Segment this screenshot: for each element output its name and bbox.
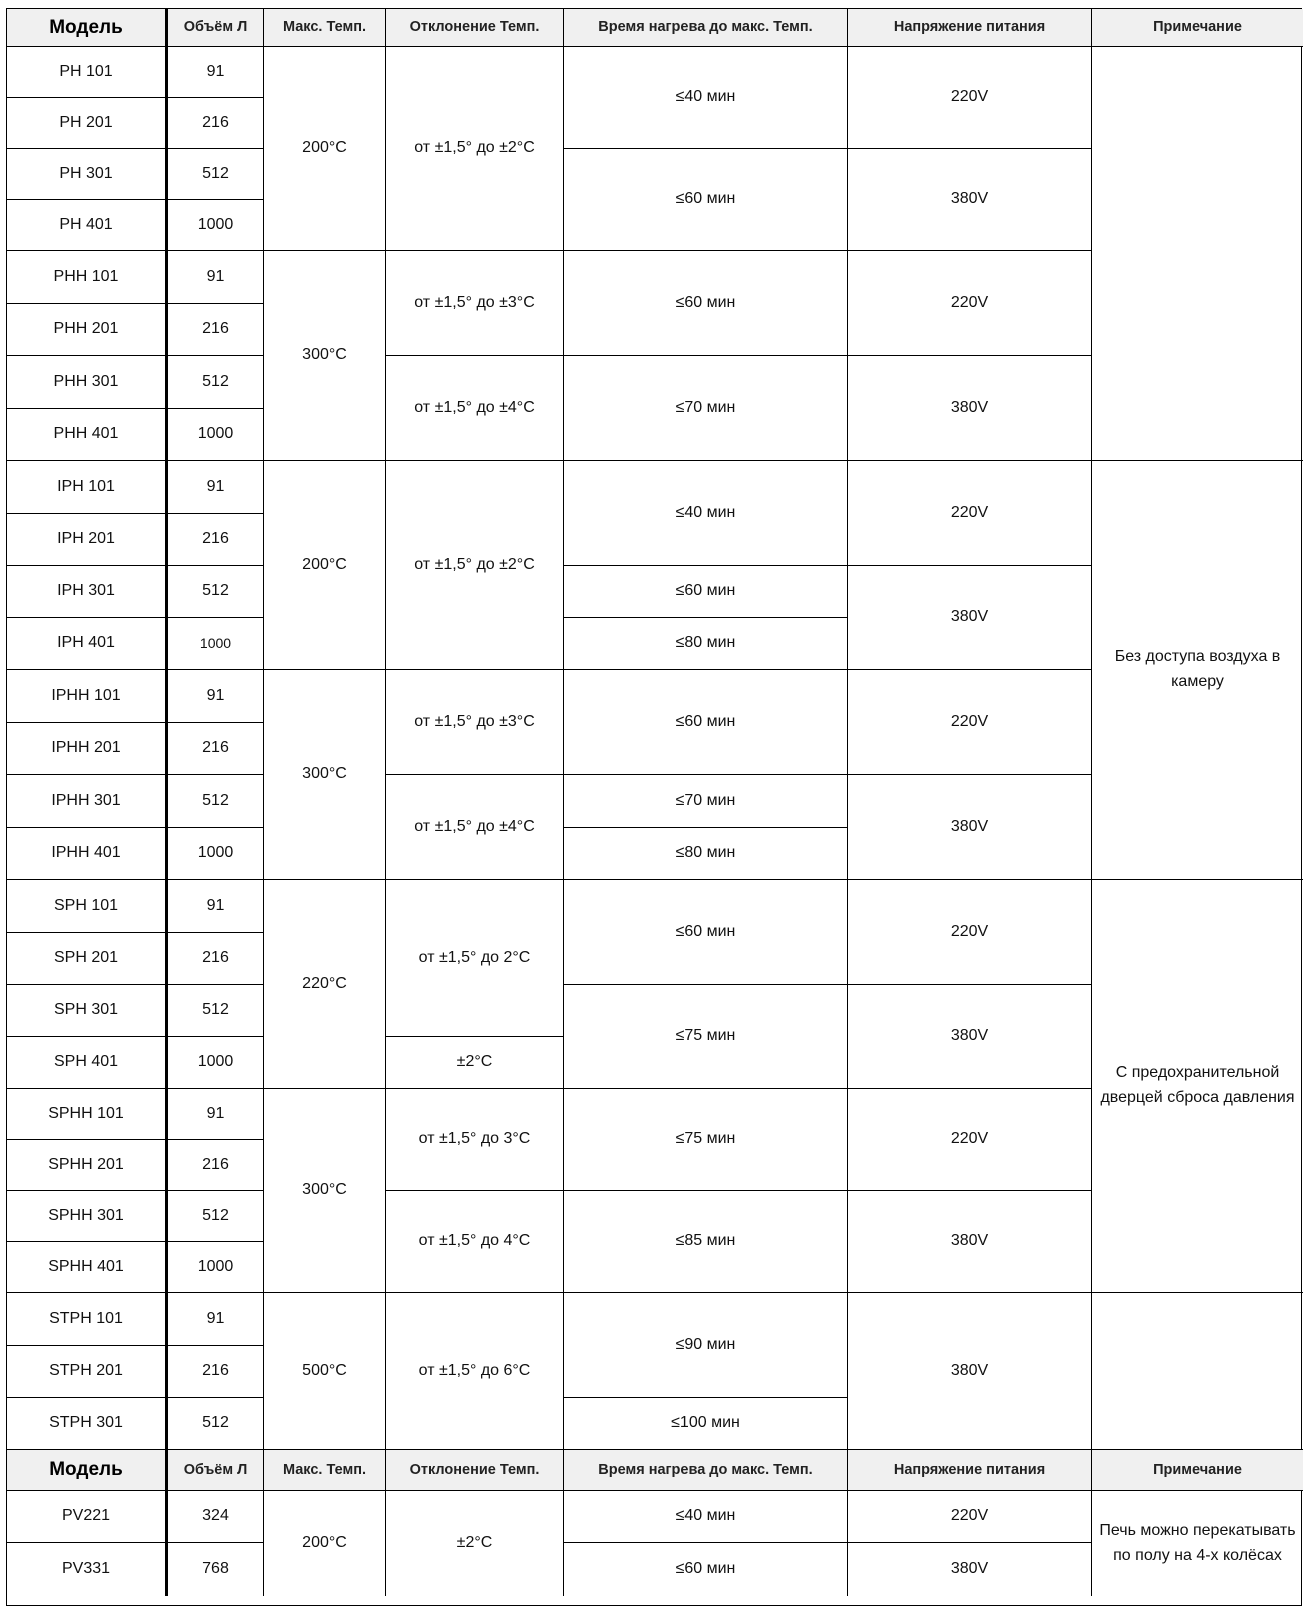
deviation-cell: от ±1,5° до 6°C (386, 1293, 564, 1450)
volume-cell: 91 (168, 1089, 264, 1140)
voltage-cell: 220V (848, 461, 1092, 566)
heat-time-cell: ≤60 мин (564, 880, 848, 985)
header-heat-time: Время нагрева до макс. Темп. (564, 9, 848, 47)
model-cell: PH 301 (7, 149, 168, 200)
heat-time-cell: ≤75 мин (564, 1089, 848, 1191)
max-temp-cell: 300°C (264, 670, 386, 880)
voltage-cell: 380V (848, 566, 1092, 670)
heat-time-cell: ≤60 мин (564, 1543, 848, 1596)
note-cell: Печь можно перекатывать по полу на 4-х колёсах (1099, 1521, 1296, 1564)
note-cell (1092, 1293, 1303, 1450)
model-cell: STPH 301 (7, 1398, 168, 1450)
volume-cell: 91 (168, 1293, 264, 1346)
model-cell: SPHH 201 (7, 1140, 168, 1191)
heat-time-cell: ≤70 мин (564, 775, 848, 828)
model-cell: PH 401 (7, 200, 168, 251)
header-voltage-2: Напряжение питания (848, 1450, 1092, 1491)
heat-time-cell: ≤60 мин (564, 251, 848, 356)
max-temp-cell: 300°C (264, 1089, 386, 1293)
header-volume: Объём Л (168, 9, 264, 47)
heat-time-cell: ≤60 мин (564, 670, 848, 775)
volume-cell: 1000 (168, 1037, 264, 1089)
model-cell: PHH 201 (7, 304, 168, 356)
deviation-cell: от ±1,5° до 3°C (386, 1089, 564, 1191)
model-cell: IPHH 401 (7, 828, 168, 880)
voltage-cell: 380V (848, 149, 1092, 251)
model-cell: IPH 301 (7, 566, 168, 618)
voltage-cell: 380V (848, 1293, 1092, 1450)
volume-cell: 512 (168, 566, 264, 618)
model-cell: SPH 301 (7, 985, 168, 1037)
volume-cell: 1000 (168, 828, 264, 880)
model-cell: STPH 101 (7, 1293, 168, 1346)
voltage-cell: 380V (848, 775, 1092, 880)
max-temp-cell: 300°C (264, 251, 386, 461)
model-cell: SPH 401 (7, 1037, 168, 1089)
voltage-cell: 220V (848, 880, 1092, 985)
header-max-temp-2: Макс. Темп. (264, 1450, 386, 1491)
model-cell: SPHH 401 (7, 1242, 168, 1293)
volume-cell: 216 (168, 723, 264, 775)
volume-cell: 1000 (168, 1242, 264, 1293)
voltage-cell: 380V (848, 1543, 1092, 1596)
header-note: Примечание (1092, 9, 1303, 47)
heat-time-cell: ≤70 мин (564, 356, 848, 461)
deviation-cell: от ±1,5° до ±4°C (386, 775, 564, 880)
header-note-2: Примечание (1092, 1450, 1303, 1491)
voltage-cell: 380V (848, 1191, 1092, 1293)
volume-cell: 216 (168, 1140, 264, 1191)
header-max-temp: Макс. Темп. (264, 9, 386, 47)
model-cell: PHH 101 (7, 251, 168, 304)
deviation-cell: от ±1,5° до 2°C (386, 880, 564, 1037)
volume-cell: 1000 (168, 618, 264, 670)
header-volume-2: Объём Л (168, 1450, 264, 1491)
model-cell: IPH 401 (7, 618, 168, 670)
model-cell: SPH 201 (7, 933, 168, 985)
model-cell: SPHH 301 (7, 1191, 168, 1242)
heat-time-cell: ≤40 мин (564, 461, 848, 566)
model-cell: PH 201 (7, 98, 168, 149)
voltage-cell: 380V (848, 356, 1092, 461)
volume-cell: 512 (168, 775, 264, 828)
model-cell: PHH 301 (7, 356, 168, 409)
note-cell: С предохранительной дверцей сброса давления (1092, 880, 1303, 1293)
header-model: Модель (7, 9, 168, 47)
deviation-cell: от ±1,5° до ±4°C (386, 356, 564, 461)
header-deviation: Отклонение Темп. (386, 9, 564, 47)
deviation-cell: от ±1,5° до ±2°C (386, 47, 564, 251)
voltage-cell: 380V (848, 985, 1092, 1089)
volume-cell: 216 (168, 304, 264, 356)
volume-cell: 91 (168, 47, 264, 98)
deviation-cell: ±2°C (386, 1037, 564, 1089)
model-cell: SPH 101 (7, 880, 168, 933)
heat-time-cell: ≤80 мин (564, 618, 848, 670)
voltage-cell: 220V (848, 47, 1092, 149)
note-cell (1092, 47, 1303, 461)
header-heat-time-2: Время нагрева до макс. Темп. (564, 1450, 848, 1491)
heat-time-cell: ≤60 мин (564, 149, 848, 251)
max-temp-cell: 500°C (264, 1293, 386, 1450)
heat-time-cell: ≤75 мин (564, 985, 848, 1089)
deviation-cell: от ±1,5° до ±3°C (386, 670, 564, 775)
deviation-cell: ±2°C (386, 1491, 564, 1596)
volume-cell: 1000 (168, 200, 264, 251)
volume-cell: 216 (168, 933, 264, 985)
volume-cell: 768 (168, 1543, 264, 1596)
volume-cell: 91 (168, 251, 264, 304)
voltage-cell: 220V (848, 251, 1092, 356)
volume-cell: 91 (168, 880, 264, 933)
max-temp-cell: 200°C (264, 461, 386, 670)
model-cell: PH 101 (7, 47, 168, 98)
volume-cell: 91 (168, 670, 264, 723)
header-voltage: Напряжение питания (848, 9, 1092, 47)
header-model-2: Модель (7, 1450, 168, 1491)
volume-cell: 512 (168, 149, 264, 200)
voltage-cell: 220V (848, 1089, 1092, 1191)
model-cell: IPH 201 (7, 514, 168, 566)
volume-cell: 216 (168, 1346, 264, 1398)
heat-time-cell: ≤40 мин (564, 1491, 848, 1543)
max-temp-cell: 200°C (264, 47, 386, 251)
voltage-cell: 220V (848, 670, 1092, 775)
model-cell: PV221 (7, 1491, 168, 1543)
voltage-cell: 220V (848, 1491, 1092, 1543)
max-temp-cell: 220°C (264, 880, 386, 1089)
deviation-cell: от ±1,5° до ±2°C (386, 461, 564, 670)
note-cell: Без доступа воздуха в камеру (1092, 461, 1303, 880)
spec-table (6, 8, 1302, 1606)
model-cell: IPHH 301 (7, 775, 168, 828)
spec-table-wrapper (6, 8, 1302, 1606)
model-cell: PHH 401 (7, 409, 168, 461)
volume-cell: 1000 (168, 409, 264, 461)
volume-cell: 216 (168, 514, 264, 566)
model-cell: IPHH 201 (7, 723, 168, 775)
model-cell: STPH 201 (7, 1346, 168, 1398)
heat-time-cell: ≤100 мин (564, 1398, 848, 1450)
header-deviation-2: Отклонение Темп. (386, 1450, 564, 1491)
volume-cell: 216 (168, 98, 264, 149)
heat-time-cell: ≤40 мин (564, 47, 848, 149)
model-cell: PV331 (7, 1543, 168, 1596)
max-temp-cell: 200°C (264, 1491, 386, 1596)
volume-cell: 512 (168, 356, 264, 409)
volume-cell: 91 (168, 461, 264, 514)
model-cell: SPHH 101 (7, 1089, 168, 1140)
heat-time-cell: ≤85 мин (564, 1191, 848, 1293)
heat-time-cell: ≤90 мин (564, 1293, 848, 1398)
model-cell: IPHH 101 (7, 670, 168, 723)
heat-time-cell: ≤80 мин (564, 828, 848, 880)
volume-cell: 512 (168, 1191, 264, 1242)
deviation-cell: от ±1,5° до ±3°C (386, 251, 564, 356)
volume-cell: 324 (168, 1491, 264, 1543)
heat-time-cell: ≤60 мин (564, 566, 848, 618)
volume-cell: 512 (168, 985, 264, 1037)
deviation-cell: от ±1,5° до 4°C (386, 1191, 564, 1293)
model-cell: IPH 101 (7, 461, 168, 514)
volume-cell: 512 (168, 1398, 264, 1450)
